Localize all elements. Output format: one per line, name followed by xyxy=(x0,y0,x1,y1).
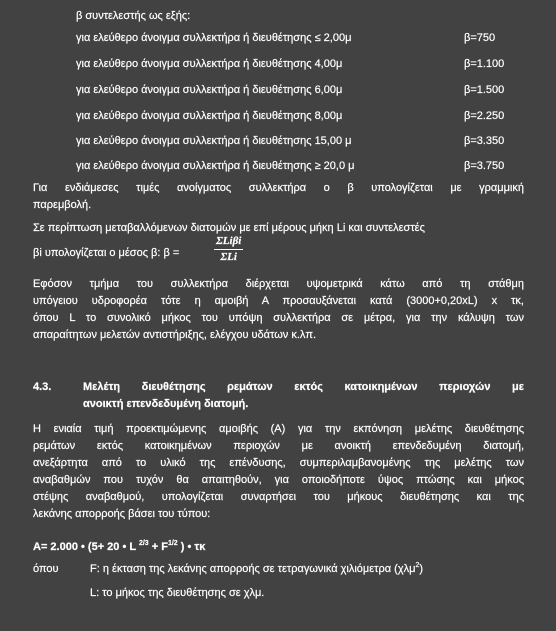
section-body xyxy=(33,421,524,523)
beta-value: β=1.500 xyxy=(464,84,505,96)
beta-condition: για ελεύθερο άνοιγμα συλλεκτήρα ή διευθέτησης 8,00μ xyxy=(76,110,343,122)
paragraph-line: λεκάνης απορροής βάσει του τύπου: xyxy=(33,508,211,520)
formula-exponent: 2/3 xyxy=(138,540,149,547)
variable-sections-line: Σε περίπτωση μεταβαλλόμενων διατομών με επί μέρους μήκη Li και συντελεστές xyxy=(33,222,425,234)
paragraph-line: Για ενδιάμεσες τιμές ανοίγματος συλλεκτήρα ο β υπολογίζεται με γραμμική xyxy=(33,182,524,194)
beta-table-row xyxy=(76,82,516,99)
where-label: όπου xyxy=(33,563,59,575)
beta-value: β=750 xyxy=(464,32,496,44)
definition-exponent: 2 xyxy=(415,562,420,569)
where-f-definition xyxy=(90,561,423,578)
section-title xyxy=(83,379,524,413)
beta-condition: για ελεύθερο άνοιγμα συλλεκτήρα ή διευθέτησης 6,00μ xyxy=(76,84,343,96)
beta-table-row xyxy=(76,133,516,150)
formula-exponent: 1/2 xyxy=(167,540,178,547)
beta-condition: για ελεύθερο άνοιγμα συλλεκτήρα ή διευθέτησης 4,00μ xyxy=(76,58,343,70)
beta-condition: για ελεύθερο άνοιγμα συλλεκτήρα ή διευθέτησης 15,00 μ xyxy=(76,135,352,147)
beta-table-row xyxy=(76,158,516,175)
formula-denominator: ΣLi xyxy=(220,251,237,263)
groundwater-paragraph xyxy=(33,276,524,344)
beta-value: β=3.750 xyxy=(464,160,505,172)
paragraph-line: αναβαθμών που τυχόν θα απαιτηθούν, για οποιοδήποτε ύψος πτώσης και μήκος xyxy=(33,474,524,486)
paragraph-line: παρεμβολή. xyxy=(33,199,92,211)
beta-table-row xyxy=(76,30,516,47)
beta-value: β=3.350 xyxy=(464,135,505,147)
paragraph-line: στέψης αναβαθμού, υπολογίζεται συναρτήσει του μήκους διευθέτησης και της xyxy=(33,491,524,503)
paragraph-line: Η ενιαία τιμή προεκτιμώμενης αμοιβής (Α) για την εκπόνηση μελέτης διευθέτησης xyxy=(33,423,524,435)
paragraph-line: υπόγειου υδροφορέα τότε η αμοιβή Α προσαυξάνεται κατά (3000+0,20xL) x τκ, xyxy=(33,295,524,307)
section-title-line: Μελέτη διευθέτησης ρεμάτων εκτός κατοικημένων περιοχών με xyxy=(83,381,524,393)
paragraph-line: Εφόσον τμήμα του συλλεκτήρα διέρχεται υψομετρικά κάτω από τη στάθμη xyxy=(33,278,524,290)
beta-value: β=1.100 xyxy=(464,58,505,70)
beta-condition: για ελεύθερο άνοιγμα συλλεκτήρα ή διευθέτησης ≤ 2,00μ xyxy=(76,32,352,44)
paragraph-line: απαραίτητων μελετών αντιστήριξης, ελέγχου υδάτων κ.λπ. xyxy=(33,329,317,341)
beta-value: β=2.250 xyxy=(464,110,505,122)
definition-text: ) xyxy=(419,563,424,575)
intro-text: β συντελεστής ως εξής: xyxy=(76,10,191,22)
mean-beta-label: βi υπολογίζεται ο μέσος β: β = xyxy=(33,247,180,259)
interpolation-paragraph xyxy=(33,180,524,214)
fee-formula xyxy=(33,539,205,556)
formula-part: + F xyxy=(148,541,168,553)
paragraph-line: ανεξάρτητα από το υλικό της επένδυσης, συμπεριλαμβανομένης της μελέτης των xyxy=(33,457,524,469)
formula-part: A= 2.000 • (5+ 20 • L xyxy=(33,541,139,553)
section-title-line: ανοικτή επενδεδυμένη διατομή. xyxy=(83,398,249,410)
paragraph-line: όπου L το συνολικό μήκος του υπόψη συλλεκτήρα σε μέτρα, για την κάλυψη των xyxy=(33,312,524,324)
section-number: 4.3. xyxy=(33,381,52,393)
beta-table-row xyxy=(76,56,516,73)
formula-part: ) • τκ xyxy=(177,541,206,553)
beta-condition: για ελεύθερο άνοιγμα συλλεκτήρα ή διευθέτησης ≥ 20,0 μ xyxy=(76,160,355,172)
formula-numerator: ΣLiβi xyxy=(214,234,243,250)
mean-beta-formula xyxy=(214,234,243,265)
where-l-definition: L: το μήκος της διευθέτησης σε χλμ. xyxy=(90,587,265,599)
beta-table-row xyxy=(76,108,516,125)
paragraph-line: ρεμάτων εκτός κατοικημένων περιοχών με ανοικτή επενδεδυμένη διατομή, xyxy=(33,440,524,452)
definition-text: F: η έκταση της λεκάνης απορροής σε τετραγωνικά χιλιόμετρα (χλμ xyxy=(90,563,416,575)
